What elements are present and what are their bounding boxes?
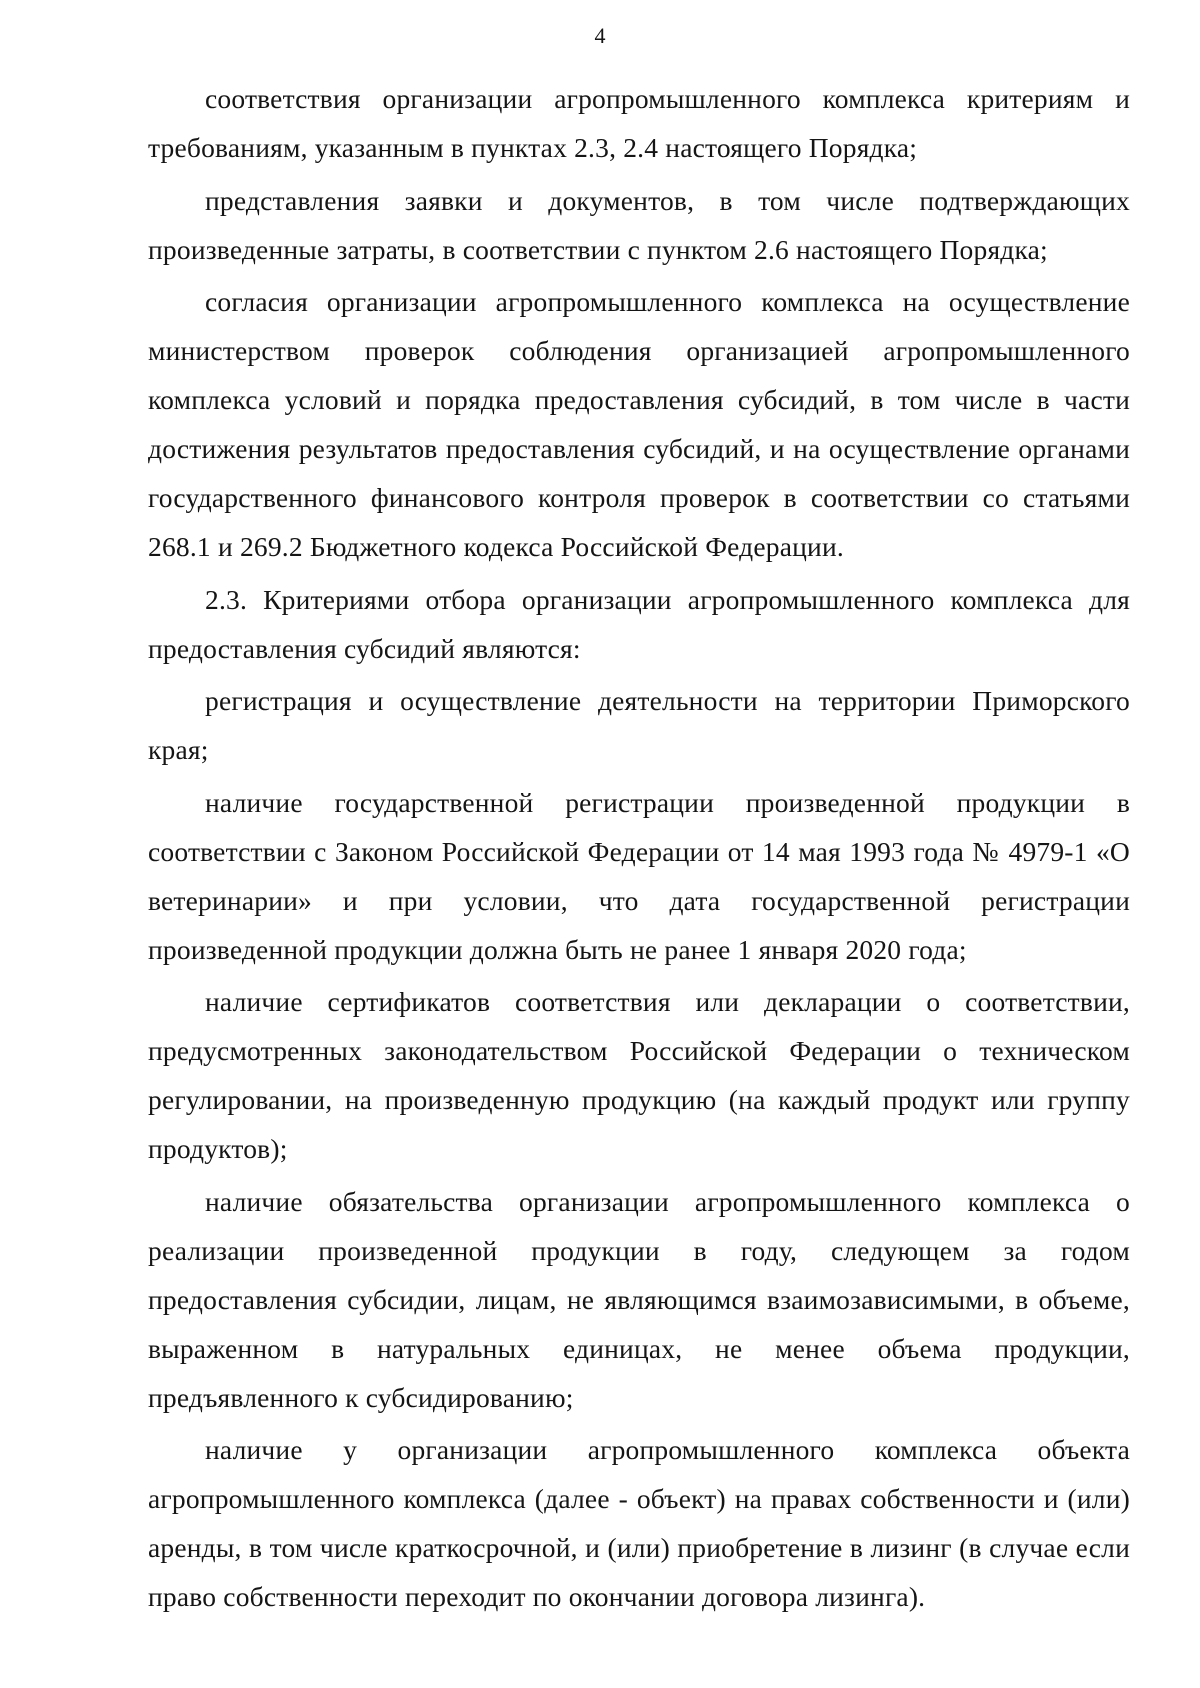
paragraph: наличие у организации агропромышленного комплекса объекта агропромышленного комплекса (далее - объект) на правах собственности и (или) аренды, в том числе краткосрочной, и (или) приобретение в лизинг (в случае если право собственности переходит по окончании договора лизинга). xyxy=(148,1434,1130,1612)
paragraph: наличие государственной регистрации произведенной продукции в соответствии с Законом Российской Федерации от 14 мая 1993 года № 4979-1 «О ветеринарии» и при условии, что дата государственной регистрации произведенной продукции должна быть не ранее 1 января 2020 года; xyxy=(148,786,1130,965)
paragraph: представления заявки и документов, в том числе подтверждающих произведенные затраты, в соответствии с пунктом 2.6 настоящего Порядка; xyxy=(148,184,1130,265)
paragraph: наличие сертификатов соответствия или декларации о соответствии, предусмотренных законодательством Российской Федерации о техническом регулировании, на произведенную продукцию (на каждый продукт или группу продуктов); xyxy=(148,986,1130,1164)
paragraph: соответствия организации агропромышленного комплекса критериям и требованиям, указанным в пунктах 2.3, 2.4 настоящего Порядка; xyxy=(148,83,1130,163)
page-number: 4 xyxy=(594,23,606,48)
paragraph: согласия организации агропромышленного комплекса на осуществление министерством проверок соблюдения организацией агропромышленного комплекса условий и порядка предоставления субсидий, в том числе в части достижения результатов предоставления субсидий, и на осуществление органами государственного финансового контроля проверок в соответствии со статьями 268.1 и 269.2 Бюджетного кодекса Российской Федерации. xyxy=(148,286,1130,562)
paragraph: регистрация и осуществление деятельности на территории Приморского края; xyxy=(148,685,1130,765)
paragraph: наличие обязательства организации агропромышленного комплекса о реализации произведенной продукции в году, следующем за годом предоставления субсидии, лицам, не являющимся взаимозависимыми, в объеме, выраженном в натуральных единицах, не менее объема продукции, предъявленного к субсидированию; xyxy=(148,1185,1130,1413)
paragraph: 2.3. Критериями отбора организации агропромышленного комплекса для предоставления субсидий являются: xyxy=(148,583,1130,664)
document-body xyxy=(148,74,1130,1625)
